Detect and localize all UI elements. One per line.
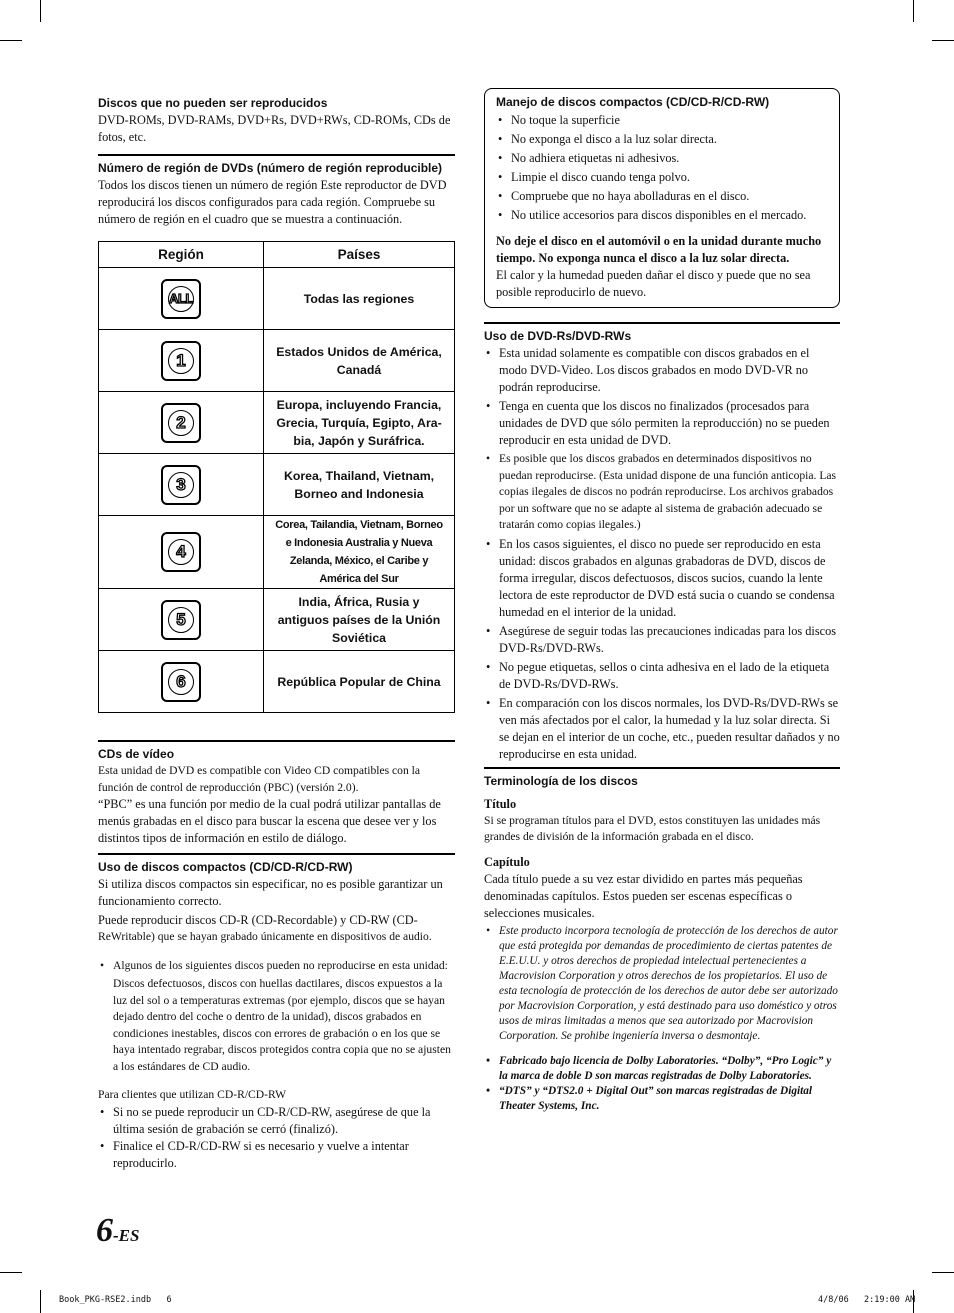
table-row (99, 392, 455, 454)
list-item: • No adhiera etiquetas ni adhesivos. (496, 149, 828, 168)
table-row (99, 516, 455, 589)
section-text: Si se programan títulos para el DVD, estos constituyen las unidades más grandes de división de la información grabada en el disco. (484, 813, 821, 843)
list-item: • Algunos de los siguientes discos pueden no reproducirse en esta unidad: Discos defectuosos, discos con huellas dactilares, discos expuestos a la luz del sol o a temperaturas extremas (por ejemplo, discos que se hayan dejado dentro del coche o dentro de la unidad), discos grabados en condiciones inestables, discos con errores de grabación o en los que se haya intentado regrabar, discos protegidos contra copia que no se ajusten a los estándares de CD audio. (98, 958, 455, 1076)
section-text: Puede reproducir discos CD-R (CD-Recordable) y CD-RW (CD- (98, 913, 418, 927)
dvd-region-6-icon: 6 (161, 662, 201, 702)
region-icon-cell (99, 589, 264, 651)
bullet-list (98, 958, 455, 1076)
region-countries: Corea, Tailandia, Vietnam, Borneo e Indonesia Australia y Nueva Zelanda, México, el Caribe y América del Sur (264, 516, 455, 589)
footer-file: Book_PKG-RSE2.indb 6 (59, 1295, 172, 1305)
region-icon-cell (99, 516, 264, 589)
bullet-list (484, 1054, 840, 1114)
crop-mark (932, 1272, 954, 1273)
warning-text: No deje el disco en el automóvil o en la unidad durante mucho tiempo. No exponga nunca el disco a la luz solar directa. (496, 234, 822, 265)
list-item: • No toque la superficie (496, 111, 828, 130)
list-item: • Es posible que los discos grabados en determinados dispositivos no puedan reproducirse. (Esta unidad dispone de una función anticopia. Las copias ilegales de discos no podrán reproducirse. Los archivos grabados por un software que no se adapte al sistema de grabación adecuado se tratarán como copias ilegales.) (484, 451, 840, 534)
section-text: Si utiliza discos compactos sin especificar, no es posible garantizar un funcionamiento correcto. (98, 877, 443, 908)
list-item: • Compruebe que no haya abolladuras en el disco. (496, 187, 828, 206)
region-countries: India, África, Rusia y antiguos países de la Unión Soviética (264, 589, 455, 651)
section-terminology (484, 767, 840, 1114)
section-compact-discs (98, 853, 455, 1172)
section-text: ReWritable) que se hayan grabado únicamente en dispositivos de audio. (98, 930, 432, 943)
section-video-cd (98, 740, 455, 847)
bullet-list (98, 1104, 455, 1172)
table-header-row (99, 242, 455, 268)
table-row (99, 589, 455, 651)
bullet-list (484, 924, 840, 1044)
list-item: • Si no se puede reproducir un CD-R/CD-RW, asegúrese de que la última sesión de grabación se cerró (finalizó). (98, 1104, 455, 1138)
crop-mark (40, 1290, 41, 1313)
section-dvd-r (484, 322, 840, 763)
section-region-number (98, 154, 455, 228)
section-disc-handling (484, 88, 840, 308)
page-number: 6-ES (96, 1212, 140, 1249)
section-text: El calor y la humedad pueden dañar el disco y puede que no sea posible reproducirlo de nuevo. (496, 268, 811, 299)
list-item: • Esta unidad solamente es compatible con discos grabados en el modo DVD-Video. Los discos grabados en modo DVD-VR no podrán reproducirse. (484, 345, 840, 396)
table-row (99, 330, 455, 392)
list-item: • No utilice accesorios para discos disponibles en el mercado. (496, 206, 828, 225)
region-countries: Estados Unidos de América, Canadá (264, 330, 455, 392)
column-header-countries: Países (264, 242, 455, 268)
section-text: Para clientes que utilizan CD-R/CD-RW (98, 1088, 287, 1101)
region-icon-cell (99, 454, 264, 516)
crop-mark (0, 40, 22, 41)
list-item: • Tenga en cuenta que los discos no finalizados (procesados para unidades de DVD que sólo permiten la reproducción) no se pueden reproducir en esta unidad de DVD. (484, 398, 840, 449)
section-heading: Uso de discos compactos (CD/CD-R/CD-RW) (98, 860, 353, 874)
section-text: “PBC” es una función por medio de la cual podrá utilizar pantallas de menús grabadas en el disco para buscar la escena que desee ver y los distintos tipos de información en estilo de diálogo. (98, 797, 441, 845)
region-icon-cell (99, 392, 264, 454)
section-heading: Manejo de discos compactos (CD/CD-R/CD-RW) (496, 95, 770, 109)
dvd-region-5-icon: 5 (161, 600, 201, 640)
dvd-region-4-icon: 4 (161, 532, 201, 572)
list-item: • “DTS” y “DTS2.0 + Digital Out” son marcas registradas de Digital Theater Systems, Inc. (484, 1084, 840, 1114)
region-countries: Todas las regiones (264, 268, 455, 330)
right-column (484, 88, 840, 1114)
region-icon-cell (99, 651, 264, 713)
dvd-region-2-icon: 2 (161, 403, 201, 443)
list-item: • Asegúrese de seguir todas las precauciones indicadas para los discos DVD-Rs/DVD-RWs. (484, 623, 840, 657)
list-item: • No pegue etiquetas, sellos o cinta adhesiva en el lado de la etiqueta de DVD-Rs/DVD-RWs. (484, 659, 840, 693)
section-heading: Discos que no pueden ser reproducidos (98, 96, 328, 110)
dvd-region-all-icon: ALL (161, 279, 201, 319)
table-row (99, 454, 455, 516)
region-table (98, 241, 455, 713)
section-heading: Número de región de DVDs (número de región reproducible) (98, 161, 443, 175)
region-countries: República Popular de China (264, 651, 455, 713)
region-countries: Korea, Thailand, Vietnam, Borneo and Indonesia (264, 454, 455, 516)
crop-mark (932, 40, 954, 41)
term-label: Título (484, 796, 517, 811)
dvd-region-3-icon: 3 (161, 465, 201, 505)
section-text: Cada título puede a su vez estar dividido en partes más pequeñas denominadas capítulos. Estos pueden ser escenas específicas o selecciones musicales. (484, 871, 803, 920)
section-text: Todos los discos tienen un número de región Este reproductor de DVD reproducirá los discos configurados para cada región. Compruebe su número de región en el cuadro que se muestra a continuación. (98, 178, 447, 226)
section-heading: CDs de vídeo (98, 747, 175, 761)
list-item: • Limpie el disco cuando tenga polvo. (496, 168, 828, 187)
section-heading: Terminología de los discos (484, 773, 638, 788)
section-unplayable-discs (98, 88, 455, 146)
column-header-region: Región (99, 242, 264, 268)
table-row (99, 651, 455, 713)
list-item: • Este producto incorpora tecnología de protección de los derechos de autor que está protegida por demandas de procedimiento de ciertas patentes de E.E.U.U. y otros derechos de propiedad intelectual pertenecientes a Macrovision Corporation y otros derechos de los propietarios. El uso de esta tecnología de protección de los derechos de autor debe ser autorizado por Macrovision Corporation, y está destinado para uso doméstico y otros usos de miras limitadas a menos que sea autorizado por Macrovision Corporation. Se prohibe ingeniería inversa o desmontaje. (484, 924, 840, 1044)
footer-datetime: 4/8/06 2:19:00 AM (818, 1295, 916, 1305)
table-row (99, 268, 455, 330)
section-text: Esta unidad de DVD es compatible con Video CD compatibles con la función de control de reproducción (PBC) (versión 2.0). (98, 764, 421, 794)
term-label: Capítulo (484, 854, 530, 869)
list-item: • En los casos siguientes, el disco no puede ser reproducido en esta unidad: discos grabados en algunas grabadoras de DVD, discos de forma irregular, discos defectuosos, discos sucios, cuando la lente lectora de este reproductor de DVD está sucia o cuando se condensa humedad en el interior de la unidad. (484, 536, 840, 621)
crop-mark (0, 1272, 22, 1273)
bullet-list (484, 345, 840, 763)
region-icon-cell (99, 268, 264, 330)
dvd-region-1-icon: 1 (161, 341, 201, 381)
crop-mark (40, 0, 41, 22)
list-item: • No exponga el disco a la luz solar directa. (496, 130, 828, 149)
crop-mark (913, 0, 914, 22)
list-item: • Finalice el CD-R/CD-RW si es necesario y vuelve a intentar reproducirlo. (98, 1138, 455, 1172)
list-item: • En comparación con los discos normales, los DVD-Rs/DVD-RWs se ven más afectados por el calor, la humedad y la luz solar directa. Si se dejan en el interior de un coche, etc., pueden resultar dañados y no reproducirse en esta unidad. (484, 695, 840, 763)
bullet-list (496, 111, 828, 225)
section-heading: Uso de DVD-Rs/DVD-RWs (484, 329, 632, 343)
list-item: • Fabricado bajo licencia de Dolby Laboratories. “Dolby”, “Pro Logic” y la marca de doble D son marcas registradas de Dolby Laboratories. (484, 1054, 840, 1084)
region-icon-cell (99, 330, 264, 392)
region-countries: Europa, incluyendo Francia, Grecia, Turquía, Egipto, Ara-bia, Japón y Suráfrica. (264, 392, 455, 454)
section-text: DVD-ROMs, DVD-RAMs, DVD+Rs, DVD+RWs, CD-ROMs, CDs de fotos, etc. (98, 113, 451, 144)
left-column (98, 88, 455, 1172)
